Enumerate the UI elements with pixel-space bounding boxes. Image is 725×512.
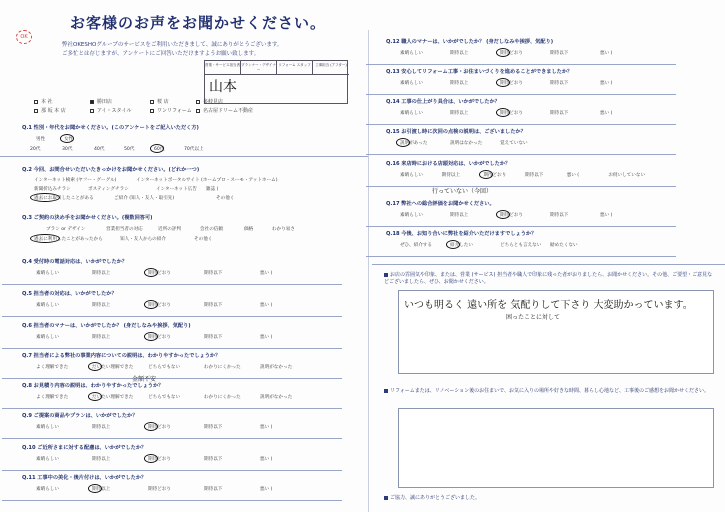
option-past[interactable]: 過去にお取引したことがある: [34, 196, 94, 201]
rating-option[interactable]: 期待以上: [92, 303, 111, 308]
answer-circle: [496, 210, 510, 219]
rating-option[interactable]: 悪い (: [600, 51, 613, 56]
rating-option[interactable]: 素晴らしい: [400, 173, 423, 178]
rating-option[interactable]: 期待以下: [204, 303, 223, 308]
rating-option[interactable]: 覚えていない: [500, 141, 528, 146]
rating-option[interactable]: 期待どおり: [500, 111, 523, 116]
branch-label: ワンリフォーム: [157, 108, 192, 114]
rating-option[interactable]: 期待どおり: [500, 81, 523, 86]
comment-prompt-1: お店の雰囲気や印象、または、営業 (サービス) 担当者や職人で印象に残った者がおりましたら、お聞かせください。その他、ご要望・ご意見などございましたら、ぜひ、お聞かせください。: [384, 272, 713, 285]
option-age[interactable]: 60代: [154, 147, 165, 152]
comment-box-2[interactable]: [398, 408, 714, 488]
answer-circle: [88, 362, 102, 371]
question-q3: Q.3 ご契約の決め手をお聞かせください。(複数回答可): [22, 215, 153, 221]
rating-option[interactable]: 期待以上: [450, 111, 469, 116]
rating-option[interactable]: 素晴らしい: [400, 111, 423, 116]
answer-circle: [88, 484, 102, 493]
rating-option[interactable]: 期待以上: [92, 335, 111, 340]
column-divider: [368, 30, 369, 512]
row-divider: [2, 378, 342, 379]
stamp-header-after: 工事担当 (アフター): [313, 61, 349, 75]
option-age[interactable]: 50代: [124, 147, 135, 152]
rating-option[interactable]: 期待以上: [450, 81, 469, 86]
branch-label: 桜 店: [157, 99, 169, 105]
question-right_questions-2: Q.14 工事の仕上がり具合は、いかがでしたか？: [386, 99, 500, 105]
rating-option[interactable]: だいたい理解できた: [92, 395, 134, 400]
option-trust[interactable]: 会社の信頼: [200, 227, 223, 232]
row-divider: [366, 94, 676, 95]
rating-option[interactable]: 期待以上: [92, 425, 111, 430]
rating-option[interactable]: 悪い (: [600, 81, 613, 86]
option-age[interactable]: 70代以上: [184, 147, 204, 152]
row-divider: [366, 64, 676, 65]
answer-circle: [496, 48, 510, 57]
rating-option[interactable]: 期待以下: [550, 81, 569, 86]
row-divider: [2, 500, 342, 501]
rating-option[interactable]: わかりにくかった: [204, 365, 241, 370]
rating-option[interactable]: 説明はなかった: [450, 141, 483, 146]
rating-option[interactable]: どちらでもない: [148, 395, 181, 400]
option-price[interactable]: 価格: [244, 227, 254, 232]
option-male[interactable]: 男性: [36, 137, 46, 142]
rating-option[interactable]: どちらでもない: [148, 365, 181, 370]
branch-checkbox[interactable]: [150, 100, 154, 104]
row-divider: [2, 438, 342, 439]
rating-option[interactable]: 悪い (: [600, 213, 613, 218]
rating-option[interactable]: 期待以下: [204, 271, 223, 276]
rating-option[interactable]: 素晴らしい: [400, 81, 423, 86]
rating-option[interactable]: 期待どおり: [148, 271, 171, 276]
rating-option[interactable]: 期待どおり: [148, 457, 171, 462]
stamp-header-staff: リフォーム スタッフ: [277, 61, 313, 75]
rating-option[interactable]: 説明がなかった: [260, 365, 293, 370]
staff-stamp-box: [204, 60, 348, 104]
row-divider: [366, 154, 676, 155]
question-right_questions-6: Q.18 今後、お知り合いに弊社を紹介いただけますでしょうか？: [386, 231, 537, 237]
rating-option[interactable]: 素晴らしい: [36, 303, 59, 308]
answer-circle: [144, 268, 158, 277]
option-reputation[interactable]: 近所の評判: [158, 227, 181, 232]
question-left_questions-9: Q.10 ご近所さまに対する配慮は、いかがでしたか？: [22, 445, 147, 451]
option-age[interactable]: 40代: [94, 147, 105, 152]
rating-option[interactable]: 期待以下: [550, 51, 569, 56]
option-other[interactable]: その他 (: [194, 237, 212, 242]
handwritten-q8-note: 金額不安: [132, 376, 157, 383]
answer-circle: [88, 392, 102, 401]
branch-checkbox-checked[interactable]: [90, 100, 94, 104]
answer-circle: [150, 144, 164, 153]
handwritten-comment: いつも明るく 遠い所を 気配りして下さり 大変助かっています。: [404, 300, 693, 311]
option-female[interactable]: 女性: [64, 137, 74, 142]
comment-prompt-2: リフォームまたは、リノベーション後のお住まいで、お気に入りの場所や好きな時間、暮らし心地など、工事後のご感想をお聞かせください。: [384, 388, 714, 395]
rating-option[interactable]: よく理解できた: [36, 365, 69, 370]
rating-option[interactable]: 期待以下: [204, 425, 223, 430]
branch-checkbox[interactable]: [196, 100, 200, 104]
rating-option[interactable]: わかりにくかった: [204, 395, 241, 400]
branch-label: 本 社: [41, 99, 53, 105]
question-right_questions-3: Q.15 お引渡し時に次回の点検の説明は、ございましたか？: [386, 129, 526, 135]
rating-option[interactable]: 悪い (: [260, 271, 273, 276]
rating-option[interactable]: 悪い (: [600, 111, 613, 116]
branch-label: 名古屋ドリーム不動産: [203, 108, 254, 114]
option-referral[interactable]: ご紹介 (知人・友人・取引先): [114, 196, 175, 201]
question-right_questions-5: Q.17 弊社への総合評価をお聞かせください。: [386, 201, 495, 207]
rating-option[interactable]: 期待以下: [550, 213, 569, 218]
answer-circle: [144, 454, 158, 463]
answer-circle: [446, 240, 460, 249]
row-divider: [366, 226, 676, 227]
rating-option[interactable]: 期待どおり: [500, 213, 523, 218]
rating-option[interactable]: 期待どおり: [148, 425, 171, 430]
rating-option[interactable]: 悪い (: [260, 457, 273, 462]
rating-option[interactable]: 期待以上: [92, 457, 111, 462]
rating-option[interactable]: 期待以下: [525, 173, 544, 178]
stamp-header-planner: プランナー・デザイナー: [241, 61, 277, 75]
row-divider: [2, 408, 342, 409]
rating-option[interactable]: だいたい理解できた: [92, 365, 134, 370]
branch-checkbox[interactable]: [90, 109, 94, 113]
rating-option[interactable]: 素晴らしい: [400, 213, 423, 218]
question-left_questions-7: Q.8 お見積り内容の説明は、わかりやすかったでしょうか？: [22, 383, 164, 389]
rating-option[interactable]: 勧めたくない: [550, 243, 578, 248]
option-clarity[interactable]: わかり易さ: [272, 227, 295, 232]
branch-checkbox[interactable]: [34, 100, 38, 104]
rating-option[interactable]: 素晴らしい: [36, 335, 59, 340]
answer-circle: [144, 300, 158, 309]
rating-option[interactable]: 期待以上: [441, 173, 461, 178]
rating-option[interactable]: 素晴らしい: [400, 51, 423, 56]
row-divider: [2, 470, 342, 471]
row-divider: [2, 284, 342, 285]
question-left_questions-6: Q.7 担当者による弊社の事業内容についての説明は、わかりやすかったでしょうか？: [22, 353, 221, 359]
option-past-use[interactable]: 過去に利用したことがあったから: [34, 237, 103, 242]
branch-label: アイ・スタイル: [97, 108, 132, 114]
handwritten-q16-note: 行っていない（今回）: [432, 188, 493, 195]
option-magazine[interactable]: 雑誌 (: [206, 187, 219, 192]
row-divider: [366, 256, 676, 257]
branch-checkbox[interactable]: [196, 109, 200, 113]
answer-circle: [396, 138, 410, 147]
answer-circle: [144, 332, 158, 341]
branch-label: 勝田店: [97, 99, 113, 105]
rating-option[interactable]: 素晴らしい: [36, 425, 59, 430]
company-logo: OK: [16, 30, 32, 44]
rating-option[interactable]: 期待以上: [450, 51, 469, 56]
option-age[interactable]: 20代: [30, 147, 41, 152]
intro-line-1: 弊社OKESHOグループのサービスをご利用いただきまして、誠にありがとうございます。: [62, 42, 283, 48]
option-staff[interactable]: 営業担当者の対応: [106, 227, 143, 232]
answer-circle: [144, 422, 158, 431]
intro-line-2: ご多忙とは存じますが、アンケートにご回答いただけますようお願い致します。: [62, 51, 260, 57]
rating-option[interactable]: 説明がなかった: [260, 395, 293, 400]
section-divider: [372, 264, 725, 265]
question-left_questions-8: Q.9 ご提案の商品やプランは、いかがでしたか？: [22, 413, 138, 419]
rating-option[interactable]: 悪い (: [566, 173, 580, 178]
rating-option[interactable]: 期待どおり: [148, 335, 171, 340]
answer-circle: [60, 134, 74, 143]
rating-option[interactable]: 期待以上: [450, 213, 469, 218]
question-left_questions-10: Q.11 工事中の美化・後片付けは、いかがでしたか？: [22, 475, 147, 481]
rating-option[interactable]: 素晴らしい: [36, 457, 59, 462]
rating-option[interactable]: 説明があった: [400, 141, 428, 146]
branch-label: 那 坂 本 店: [41, 108, 66, 114]
option-intro[interactable]: 知人・友人からの紹介: [120, 237, 166, 242]
rating-option[interactable]: どちらとも言えない: [500, 243, 542, 248]
answer-circle: [30, 193, 60, 202]
handwritten-insert: 困ったことに対して: [506, 314, 561, 321]
option-age[interactable]: 30代: [62, 147, 73, 152]
row-divider: [2, 316, 342, 317]
row-divider: [2, 348, 342, 349]
option-posting[interactable]: ポスティングチラシ: [88, 187, 129, 192]
rating-option[interactable]: よく理解できた: [36, 395, 69, 400]
section-divider: [0, 156, 368, 157]
rating-option[interactable]: 悪い (: [260, 487, 273, 492]
question-right_questions-0: Q.12 職人のマナーは、いかがでしたか？ (身だしなみや挨拶、気配り): [386, 39, 554, 45]
option-other[interactable]: その他 (: [216, 196, 234, 201]
rating-option[interactable]: 期待以下: [204, 457, 223, 462]
option-portal[interactable]: インターネットポータルサイト (ホームプロ・スーモ・アットホーム): [136, 178, 278, 183]
answer-circle: [496, 108, 510, 117]
rating-option[interactable]: お伺いしていない: [608, 173, 646, 178]
stamp-handwritten-name: 山本: [209, 79, 237, 95]
question-right_questions-4: Q.16 来店時における店頭対応は、いかがでしたか？: [386, 161, 511, 167]
question-left_questions-5: Q.6 担当者のマナーは、いかがでしたか？ (身だしなみや挨拶、気配り): [22, 323, 191, 329]
rating-option[interactable]: 期待以下: [204, 487, 223, 492]
rating-option[interactable]: 素晴らしい: [36, 487, 59, 492]
rating-option[interactable]: 悪い (: [260, 425, 273, 430]
question-right_questions-1: Q.13 安心してリフォーム工事・お住まいづくりを進めることができましたか？: [386, 69, 573, 75]
row-divider: [366, 186, 676, 187]
footer-thanks: ご協力、誠にありがとうございました。: [384, 494, 480, 501]
option-net-ad[interactable]: インターネット広告: [156, 187, 197, 192]
page-title: お客様のお声をお聞かせください。: [70, 14, 327, 32]
rating-option[interactable]: 期待以下: [204, 335, 223, 340]
answer-circle: [30, 234, 60, 243]
option-search[interactable]: インターネット検索 (ヤフー・グーグル): [34, 178, 117, 183]
option-plan[interactable]: プラン or デザイン: [46, 227, 86, 232]
branch-label: 多岐見店: [203, 99, 224, 105]
rating-option[interactable]: ぜひ、紹介する: [400, 243, 432, 248]
row-divider: [366, 124, 676, 125]
question-q1: Q.1 性別・年代をお聞かせください。(このアンケートをご記入いただく方): [22, 125, 199, 131]
rating-option[interactable]: 悪い (: [260, 303, 273, 308]
question-left_questions-4: Q.5 担当者の対応は、いかがでしたか？: [22, 291, 117, 297]
question-q2: Q.2 今回、お問合せいただいたきっかけをお聞かせください。(どれか一つ): [22, 167, 200, 173]
stamp-header-sales: 営業・サービス担当者: [205, 61, 241, 75]
rating-option[interactable]: 期待以下: [550, 111, 569, 116]
rating-option[interactable]: 悪い (: [260, 335, 273, 340]
rating-option[interactable]: 素晴らしい: [36, 271, 59, 276]
answer-circle: [496, 78, 510, 87]
rating-option[interactable]: 期待どおり: [148, 487, 171, 492]
question-left_questions-3: Q.4 受付時の電話対応は、いかがでしたか？: [22, 259, 128, 265]
branch-checkbox[interactable]: [34, 109, 38, 113]
branch-checkbox[interactable]: [150, 109, 154, 113]
rating-option[interactable]: 期待以上: [92, 271, 111, 276]
rating-option[interactable]: 期待どおり: [483, 173, 507, 178]
rating-option[interactable]: 期待以上: [92, 487, 111, 492]
rating-option[interactable]: 期待どおり: [500, 51, 523, 56]
option-flyer[interactable]: 新聞折込みチラシ: [34, 187, 71, 192]
rating-option[interactable]: 期待どおり: [148, 303, 171, 308]
rating-option[interactable]: 紹介したい: [450, 243, 473, 248]
